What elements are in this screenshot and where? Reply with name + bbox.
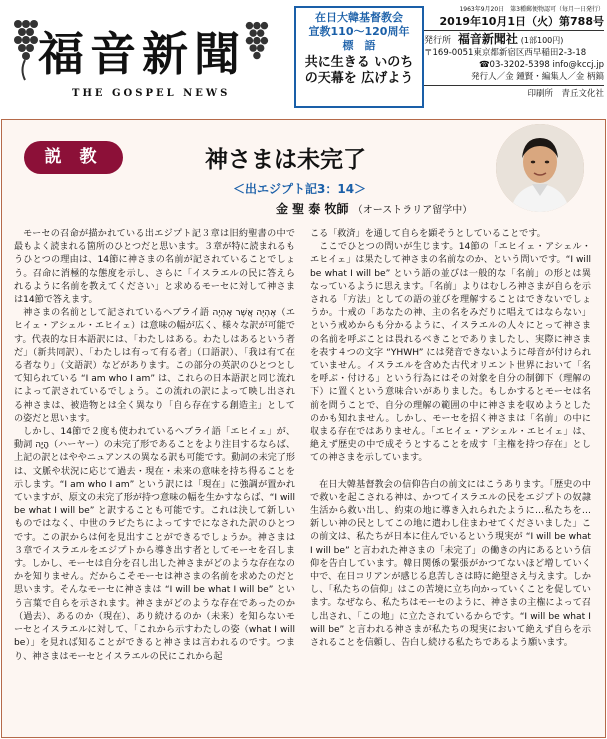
masthead-logo bbox=[6, 8, 272, 104]
publisher-price: (1部100円) bbox=[520, 36, 564, 45]
grape-vine-icon bbox=[10, 14, 40, 84]
author-note: （オーストラリア留学中） bbox=[352, 205, 473, 216]
newspaper-subtitle: THE GOSPEL NEWS bbox=[72, 88, 231, 99]
motto-anniversary: 宣教110～120周年 bbox=[308, 25, 410, 38]
paragraph: 在日大韓基督教会の信仰告白の前文にはこうあります。「歴史の中で救いを起こされる神は、かつてイスラエルの民をエジプトの奴隷生活から救い出し、約束の地に導き入れられたように…私たちを…新しい神の民としてこの地に遣わし住まわせてくださいました」この前文は、私たちが日本に住んでいるという現実が “I will be what I will be” と言われた神さまの「未完了」の働きの内にあるという信仰を告白しています。韓日関係の緊張がかつてないほど増していく中で、在日コリアンが感じる息苦しさは時に絶望さえ与えます。しかし、「私たちの信仰」はこの苦境に立ち向かっていくことを促しています。なぜなら、私たちはモーセのように、神さまの主権によって召し出され、「この地」に立たされているからです。“I will be what I will be” と言われる神さまが私たちの現実において絶えず自らを示されることを信頼し、告白し続ける私たちであるよう願います。 bbox=[310, 479, 591, 649]
newspaper-title: 福音新聞 bbox=[38, 27, 246, 81]
motto-body: 共に生きる いのちの天幕を 広げよう bbox=[304, 55, 414, 86]
scripture-reference: ＜出エジプト記3：14＞ bbox=[233, 182, 367, 196]
issue-date: 2019年10月1日（火）第788号 bbox=[439, 15, 604, 28]
person-portrait-icon bbox=[496, 124, 584, 212]
paragraph: しかし、14節で２度も使われているヘブライ語「エヒイェ」が、動詞 הָיָה（ハーヤー）の未完了形であることをより注目するならば、上記の訳とはややニュアンスの異なる訳も可能です。動詞の未完了形は、文脈や状況に応じて過去・現在・未来の意味を持ち得ることを示します。“I am who I am” という訳には「現在」に強調が置かれていますが、原文の未完了形が持つ意味の幅を生かすならば、“I will be what I will be” と訳することも可能です。これは決して新しいものではなく、中世のラビたちによってすでになされた訳のひとつです。この訳からは何を見出すことができるでしょうか。神さまは３章でイスラエルをエジプトから導き出す者としてモーセを召します。しかし、モーセは自分を召し出した神さまがどのような存在なのかを知りません。だからこそモーセは神さまの名前を求めたのだと思います。そんなモーセに神さまは “I will be what I will be” という言葉で自らを示されます。神さまがどのような存在であったのか（過去）、あるのか（現在）、あり続けるのか（未来）を知らないモーセとイスラエルに対して、「これから示すわたしの姿（what I will be）」を見れば知ることができると神さまは言われるのです。つまり、神さまはモーセとイスラエルの民にこれから起 bbox=[14, 427, 295, 662]
author-name: 金 聖 泰 牧師 bbox=[276, 202, 349, 216]
paragraph: ここでひとつの問いが生じます。14節の「エヒイェ・アシェル・エヒイェ」は果たして神さまの名前なのか、という問いです。“I will be what I will be” という語の並びは一般的な「名前」の形とは異なっているように思えます。「名前」よりはむしろ神さまが自らを示される「方法」としての語の並びを理解することはできないでしょうか。十戒の「あなたの神、主の名をみだりに唱えてはならない」という戒めからも分かるように、イスラエルの人々にとって神さまの名前を呼ぶことは畏れるべきことでありましたし、実際に神さまを表す４つの文字 “YHWH” には発音できないように母音が付けられていません。イスラエルを含めた古代オリエント世界において「名を呼ぶ・付ける」という行為にはその対象を自分の制御下（理解の下）に置くという意味合いがありました。もしかするとモーセは名前を問うことで、自分の理解の範囲の中に神さまを収めようとしたのかも知れません。しかし、モーセを招く神さまは「名前」の中に収まる存在ではありません。「エヒイェ・アシェル・エヒイェ」は、絶えず歴史の中で成そうとすることを成す「主権を持つ存在」としての神さまを示しています。 bbox=[310, 242, 591, 464]
publisher-phone: ☎03-3202-5398 info@kccj.jp bbox=[478, 60, 604, 70]
publisher-people: 発行人／金 鍾賢・編集人／金 柄鎬 bbox=[471, 72, 604, 82]
article-headline: 神さまは未完了 bbox=[205, 147, 366, 173]
paragraph: こる「救済」を通して自らを顕そうとしていることです。 bbox=[310, 229, 546, 239]
printer-info: 印刷所 青丘文化社 bbox=[527, 89, 604, 99]
publisher-name: 福音新聞社 bbox=[457, 32, 518, 46]
publisher-row bbox=[424, 33, 604, 47]
registration-note: 1963年9月20日 第3種郵便物認可（毎月一日発行） bbox=[459, 6, 604, 13]
motto-org: 在日大韓基督教会 bbox=[315, 11, 403, 24]
publisher-address: 〒169-0051東京都新宿区西早稲田2-3-18 bbox=[424, 48, 587, 58]
publisher-label: 発行所 bbox=[424, 36, 452, 46]
article-column-right bbox=[310, 228, 591, 733]
grape-vine-icon bbox=[242, 14, 270, 84]
divider bbox=[424, 85, 604, 86]
paragraph: モーセの召命が描かれている出エジプト記３章は旧約聖書の中で最もよく読まれる箇所のひとつだと思います。３章が特に読まれるもうひとつの理由は、14節に神さまの名前が記されていることでしょう。召命に消極的な態度を示し、さらに「イスラエルの民に答えられるように名前を教えてください」と求めるモーセに対して神さまは14節で答えます。 bbox=[14, 229, 295, 306]
author-byline bbox=[276, 200, 472, 217]
paragraph: 神さまの名前として記されているヘブライ語 אֶהְיֶה אֲשֶׁר אֶהְיֶה（エヒイェ・アシェル・エヒイェ）は意味の幅が広く、様々な訳が可能です。代表的な日本語訳には、「わたしはある。わたしはあるという者だ」（新共同訳）、「わたしは有って有る者」（口語訳）、「我は有て在る者なり」（文語訳）などがあります。この部分の英訳のひとつとして知られている “I am who I am” は、これらの日本語訳と同じ流れによって訳されているでしょう。この流れの訳によって映し出される神さまは、被造物とは全く異なり「自ら存在する創造主」としての姿だと思います。 bbox=[14, 308, 295, 424]
publication-info bbox=[424, 4, 604, 100]
motto-label: 標 語 bbox=[342, 39, 376, 52]
article-column-left bbox=[14, 228, 295, 733]
divider bbox=[424, 30, 604, 31]
author-photo bbox=[496, 124, 584, 212]
motto-box bbox=[294, 6, 424, 108]
sermon-badge: 説 教 bbox=[24, 141, 123, 174]
